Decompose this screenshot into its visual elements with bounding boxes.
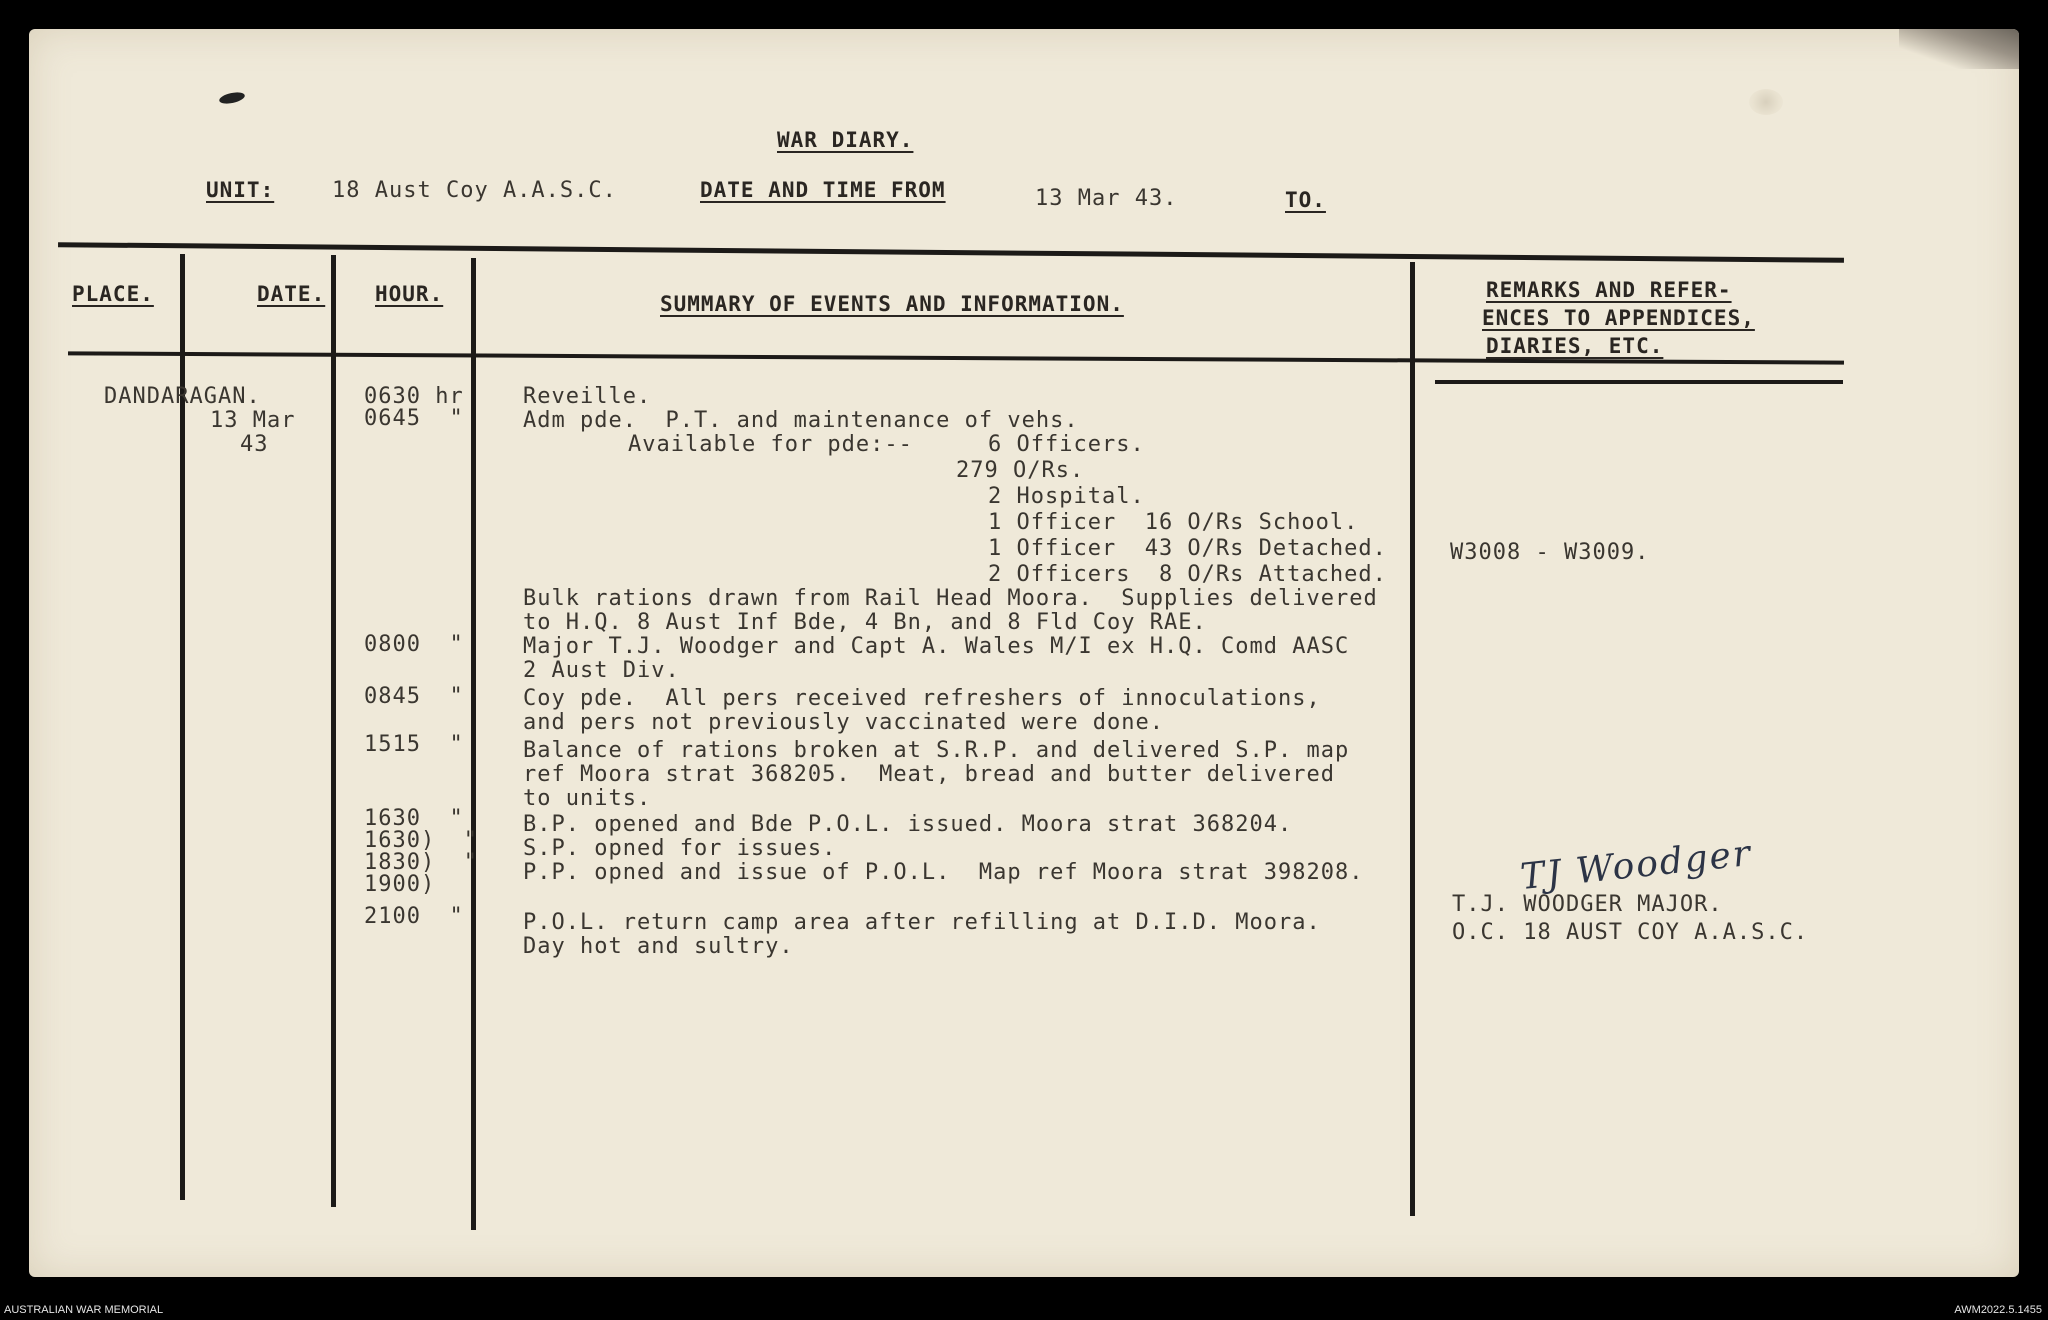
column-divider-date	[331, 255, 336, 1207]
hour-1630-b: 1630) "	[364, 828, 478, 853]
unit-value: 18 Aust Coy A.A.S.C.	[332, 178, 617, 203]
entry-line: 279 O/Rs.	[956, 458, 1085, 483]
entry-line: 1 Officer 16 O/Rs School.	[988, 510, 1359, 535]
entry-line: 2 Officers 8 O/Rs Attached.	[988, 562, 1387, 587]
footer-archive-name: AUSTRALIAN WAR MEMORIAL	[4, 1304, 164, 1316]
hour-1630-a: 1630 "	[364, 806, 464, 831]
diary-title: WAR DIARY.	[777, 128, 914, 152]
paper-hole	[1749, 89, 1783, 115]
entry-line: Available for pde:--	[628, 432, 913, 457]
handwritten-signature: TJ Woodger	[1518, 832, 1754, 899]
header-bottom-rule-2	[1435, 380, 1843, 384]
date-time-label: DATE AND TIME FROM	[700, 178, 946, 202]
column-header-place: PLACE.	[72, 282, 154, 306]
hour-1830: 1830) "	[364, 850, 478, 875]
entry-line: Balance of rations broken at S.R.P. and delivered S.P. map	[523, 738, 1350, 763]
entry-line: to H.Q. 8 Aust Inf Bde, 4 Bn, and 8 Fld Coy RAE.	[523, 610, 1207, 635]
appendix-reference: W3008 - W3009.	[1450, 540, 1650, 565]
entry-line: to units.	[523, 786, 652, 811]
column-header-date: DATE.	[257, 282, 326, 306]
entry-line: Coy pde. All pers received refreshers of innoculations,	[523, 686, 1321, 711]
hour-1900: 1900)	[364, 872, 436, 897]
hour-0630: 0630 hr	[364, 384, 464, 409]
column-header-remarks-line1: REMARKS AND REFER-	[1486, 278, 1732, 302]
column-divider-summary	[1410, 262, 1415, 1216]
place-value: DANDARAGAN.	[104, 384, 261, 409]
entry-line: 6 Officers.	[988, 432, 1145, 457]
column-divider-hour	[471, 258, 476, 1230]
hour-0645: 0645 "	[364, 406, 464, 431]
hour-0800: 0800 "	[364, 632, 464, 657]
hour-0845: 0845 "	[364, 684, 464, 709]
entry-line: and pers not previously vaccinated were done.	[523, 710, 1165, 735]
entry-line: B.P. opened and Bde P.O.L. issued. Moora strat 368204.	[523, 812, 1293, 837]
date-year: 43	[240, 432, 269, 457]
column-header-hour: HOUR.	[375, 282, 444, 306]
unit-label: UNIT:	[206, 178, 275, 202]
column-header-remarks-line3: DIARIES, ETC.	[1486, 334, 1664, 358]
signatory-role: O.C. 18 AUST COY A.A.S.C.	[1452, 920, 1809, 945]
ink-mark	[218, 90, 246, 105]
entry-line: Major T.J. Woodger and Capt A. Wales M/I ex H.Q. Comd AASC	[523, 634, 1350, 659]
column-header-remarks-line2: ENCES TO APPENDICES,	[1482, 306, 1755, 330]
entry-line: 2 Aust Div.	[523, 658, 680, 683]
entry-line: Adm pde. P.T. and maintenance of vehs.	[523, 408, 1079, 433]
footer-accession-number: AWM2022.5.1455	[1954, 1304, 2042, 1316]
column-header-summary: SUMMARY OF EVENTS AND INFORMATION.	[660, 292, 1124, 316]
entry-line: 1 Officer 43 O/Rs Detached.	[988, 536, 1387, 561]
date-day-month: 13 Mar	[210, 408, 296, 433]
entry-line: S.P. opned for issues.	[523, 836, 837, 861]
hour-2100: 2100 "	[364, 904, 464, 929]
to-label: TO.	[1285, 188, 1326, 212]
entry-line: Bulk rations drawn from Rail Head Moora. Supplies delivered	[523, 586, 1378, 611]
corner-stain	[1899, 29, 2019, 69]
entry-line: ref Moora strat 368205. Meat, bread and butter delivered	[523, 762, 1335, 787]
entry-line: Reveille.	[523, 384, 652, 409]
entry-line: P.O.L. return camp area after refilling at D.I.D. Moora.	[523, 910, 1321, 935]
signatory-name: T.J. WOODGER MAJOR.	[1452, 892, 1723, 917]
hour-1515: 1515 "	[364, 732, 464, 757]
entry-line: 2 Hospital.	[988, 484, 1145, 509]
entry-line: Day hot and sultry.	[523, 934, 794, 959]
date-value: 13 Mar 43.	[1035, 186, 1178, 211]
entry-line: P.P. opned and issue of P.O.L. Map ref Moora strat 398208.	[523, 860, 1364, 885]
